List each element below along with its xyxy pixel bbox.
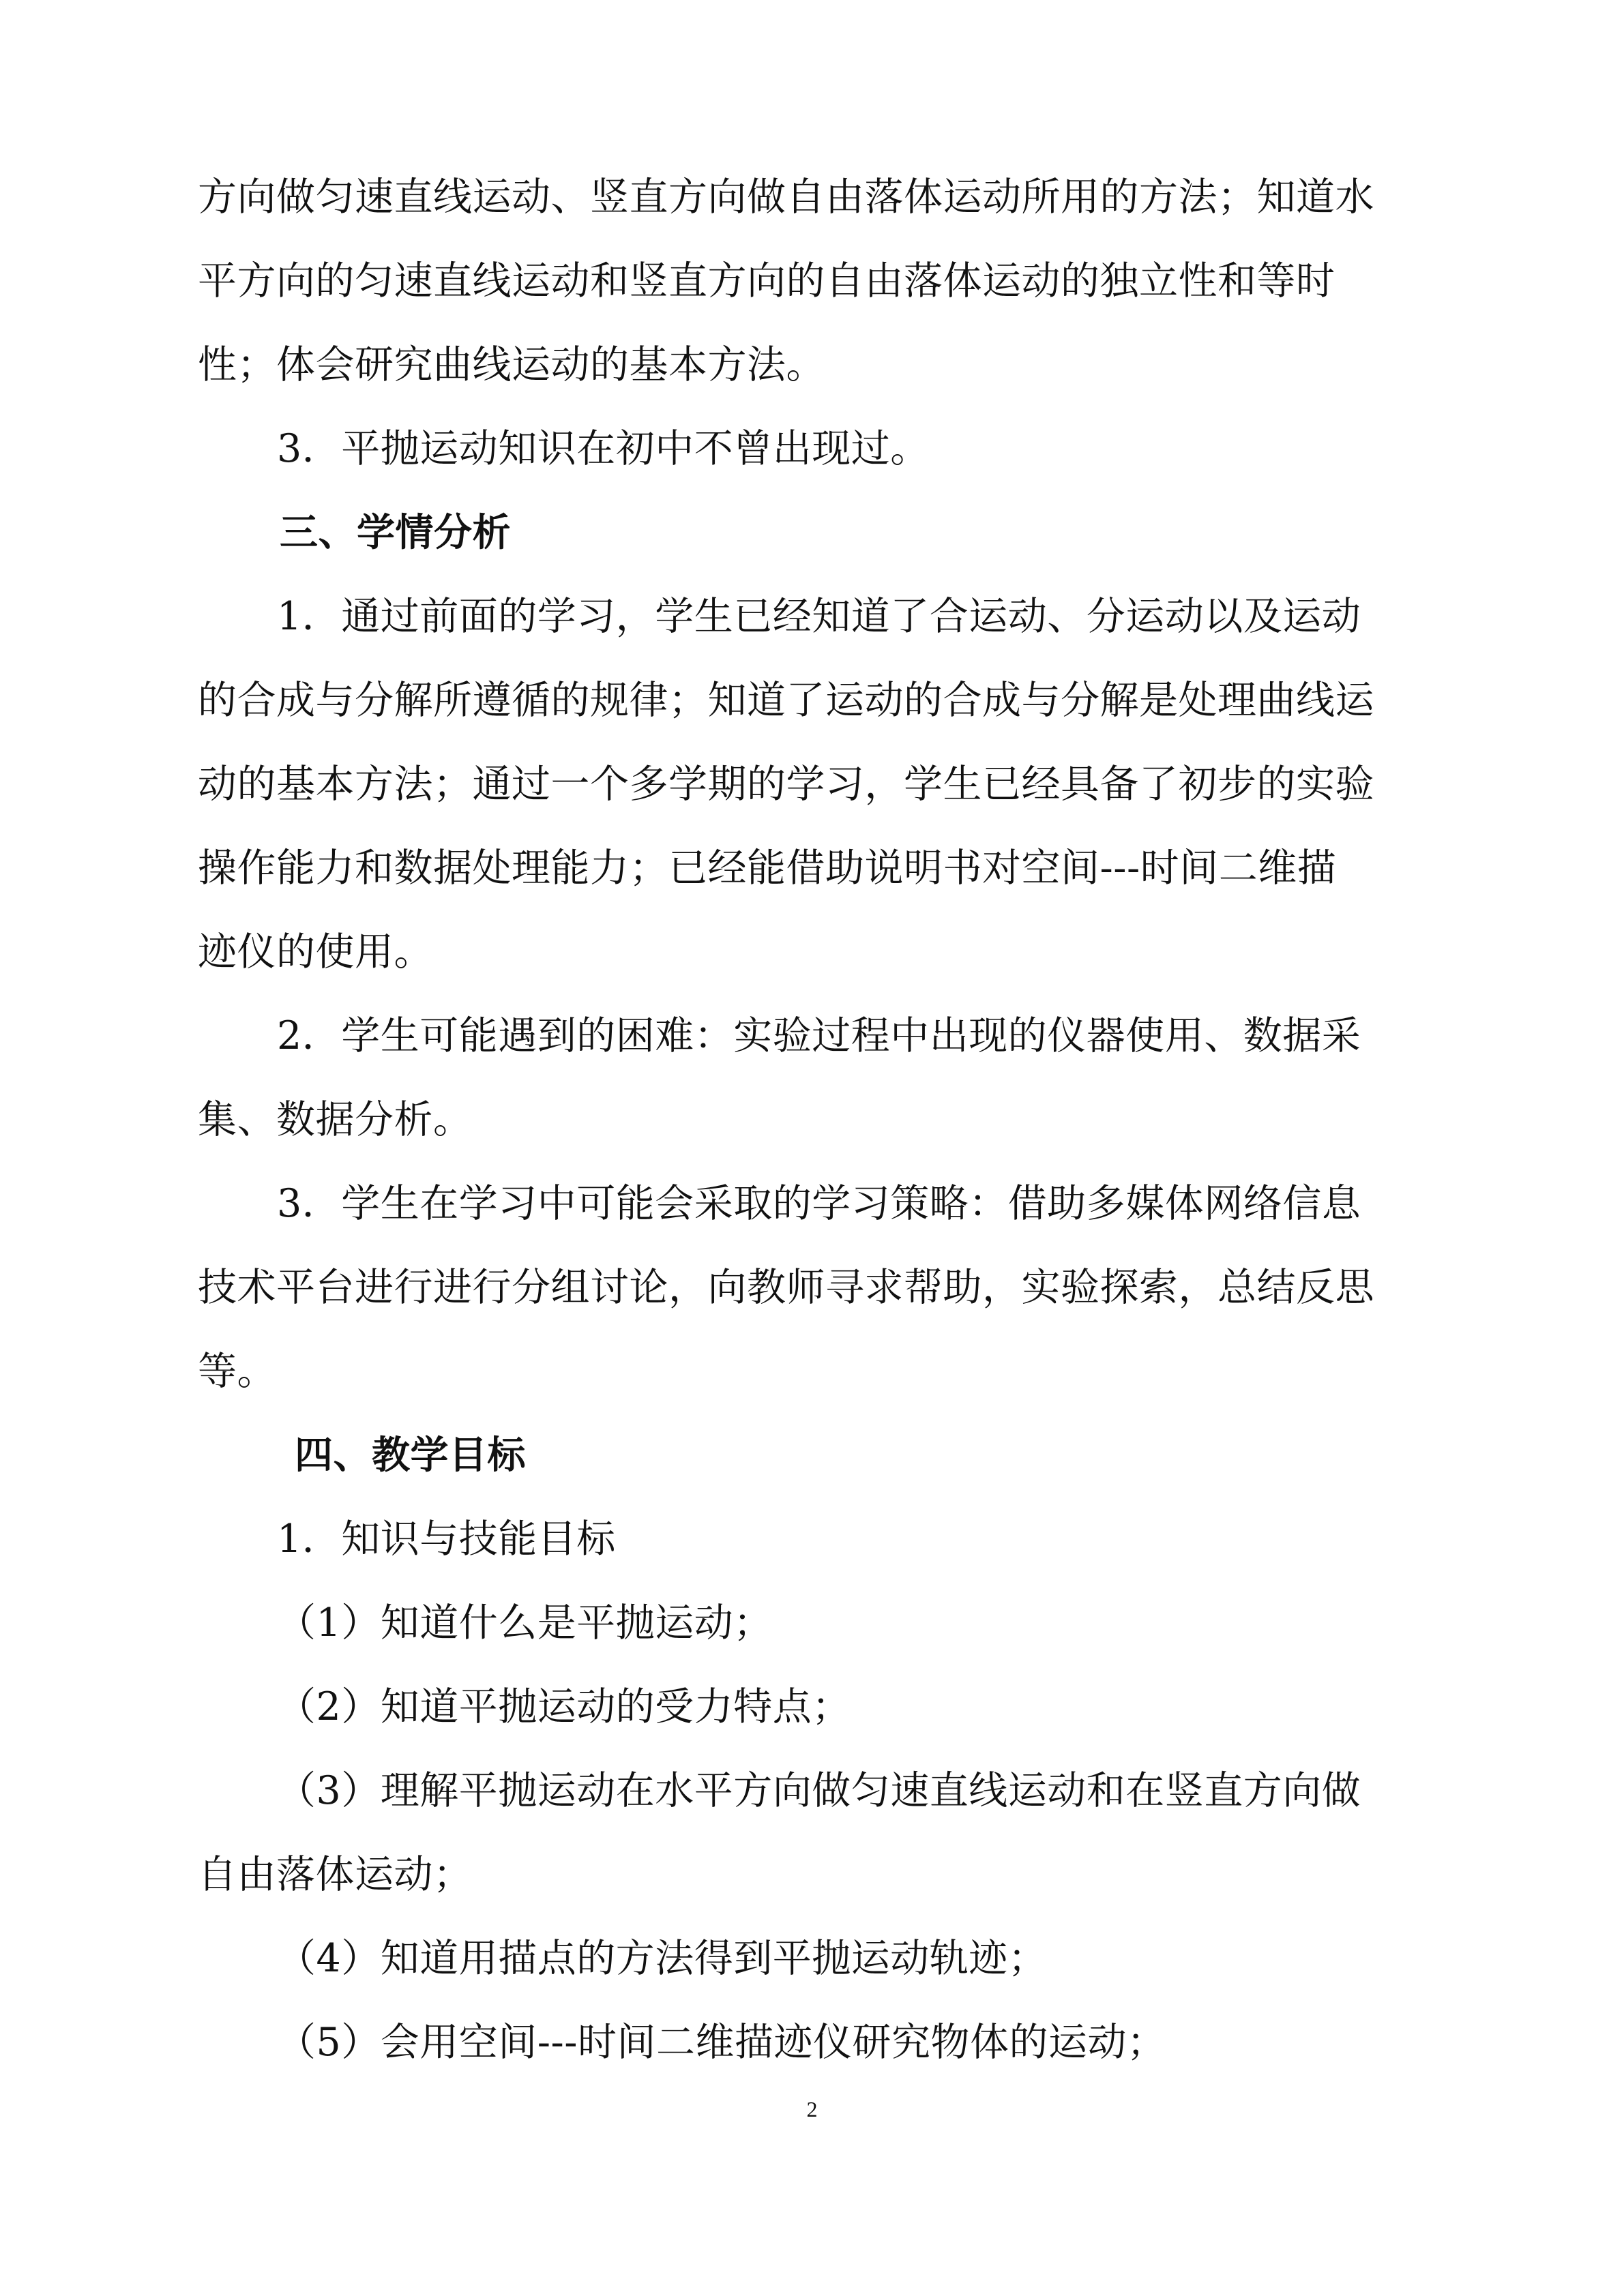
section-heading: 三、学情分析	[280, 511, 511, 555]
list-item: （5）会用空间---时间二维描迹仪研究物体的运动；	[277, 2020, 1166, 2065]
paragraph-line: 1．通过前面的学习，学生已经知道了合运动、分运动以及运动	[277, 594, 1361, 639]
paragraph-line: 的合成与分解所遵循的规律；知道了运动的合成与分解是处理曲线运	[198, 678, 1374, 723]
paragraph-line: 1．知识与技能目标	[277, 1517, 616, 1562]
paragraph-line: 技术平台进行进行分组讨论，向教师寻求帮助，实验探索，总结反思	[198, 1265, 1374, 1310]
paragraph-line: 3．学生在学习中可能会采取的学习策略：借助多媒体网络信息	[277, 1181, 1361, 1226]
page-number: 2	[806, 2097, 818, 2121]
paragraph-line: 平方向的匀速直线运动和竖直方向的自由落体运动的独立性和等时	[198, 258, 1335, 303]
paragraph-line: 等。	[198, 1349, 276, 1394]
paragraph-line: 自由落体运动；	[198, 1852, 473, 1897]
list-item: （1）知道什么是平抛运动；	[277, 1600, 773, 1645]
paragraph-line: 动的基本方法；通过一个多学期的学习，学生已经具备了初步的实验	[198, 762, 1374, 807]
paragraph-line: 性；体会研究曲线运动的基本方法。	[198, 342, 825, 387]
paragraph-line: 方向做匀速直线运动、竖直方向做自由落体运动所用的方法；知道水	[198, 175, 1374, 220]
list-item: （2）知道平抛运动的受力特点；	[277, 1684, 851, 1729]
paragraph-line: 3．平抛运动知识在初中不曾出现过。	[277, 426, 930, 471]
paragraph-line: 迹仪的使用。	[198, 929, 433, 974]
document-body	[198, 155, 1439, 2085]
paragraph-line: 操作能力和数据处理能力；已经能借助说明书对空间---时间二维描	[198, 846, 1337, 891]
paragraph-line: 2．学生可能遇到的困难：实验过程中出现的仪器使用、数据采	[277, 1013, 1361, 1058]
list-item: （3）理解平抛运动在水平方向做匀速直线运动和在竖直方向做	[277, 1768, 1361, 1813]
paragraph-line: 集、数据分析。	[198, 1097, 473, 1142]
section-heading: 四、教学目标	[295, 1433, 526, 1478]
list-item: （4）知道用描点的方法得到平抛运动轨迹；	[277, 1936, 1048, 1981]
